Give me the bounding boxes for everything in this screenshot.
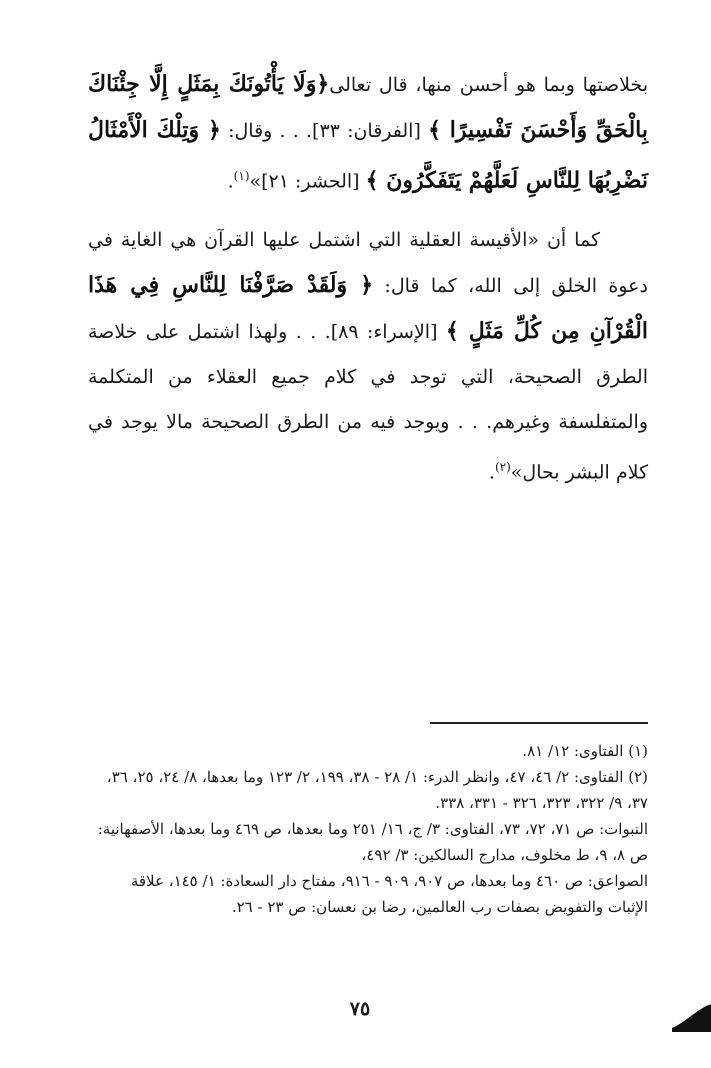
paragraph-2-end: . [488, 461, 495, 484]
paragraph-2 [88, 218, 648, 495]
footnote-2-number: (٢) [628, 768, 648, 786]
footnote-ref-2[interactable]: (٢) [494, 460, 511, 475]
footnote-2-line-1: الفتاوى: ٢/ ٤٦، ٤٧، وانظر الدرء: ١/ ٢٨ - ٣٨، ١٩٩، ٢/ ١٢٣ وما بعدها، ٨/ ٢٤، ٢٥، ٣٦، ٣٧، ٩/ ٣٢٢، ٣٢٣، ٣٢٦ - ٣٣١، ٣٣٨. [106, 768, 648, 812]
footnote-1-line-1: الفتاوى: ١٢/ ٨١. [522, 742, 624, 760]
page-corner-mark [672, 1002, 711, 1032]
page-number: ٧٥ [349, 998, 371, 1020]
footnote-2-line-3: الصواعق: ص ٤٦٠ وما بعدها، ص ٩٠٧، ٩٠٩ - ٩١٦، مفتاح دار السعادة: ١/ ١٤٥، علاقة الإثبات والتفويض بصفات رب العالمين، رضا بن نعسان: ص ٢٣ - ٢٦. [130, 872, 648, 916]
footnote-1-number: (١) [628, 742, 648, 760]
quran-verse-hashr: ﴿ وَتِلْكَ الْأَمْثَالُ نَضْرِبُهَا لِلنَّاسِ لَعَلَّهُمْ يَتَفَكَّرُونَ ﴾ [88, 117, 648, 194]
paragraph-2-text-start: كما أن «الأقيسة العقلية التي اشتمل عليها القرآن هي الغاية في دعوة الخلق إلى الله، كما قال: [88, 229, 648, 298]
paragraph-1-text-start: بخلاصتها وبما هو أحسن منها، قال تعالى [329, 74, 648, 96]
footnote-1 [92, 738, 648, 764]
footnote-ref-1[interactable]: (١) [233, 169, 250, 183]
footnote-2 [92, 764, 648, 920]
paragraph-1 [88, 62, 648, 204]
quran-verse-furqan: ﴿وَلَا يَأْتُونَكَ بِمَثَلٍ إِلَّا جِئْنَاكَ بِالْحَقِّ وَأَحْسَنَ تَفْسِيرًا ﴾ [88, 71, 648, 143]
footnote-2-line-2: النبوات: ص ٧١، ٧٢، ٧٣، الفتاوى: ٣/ ج، ١٦/ ٢٥١ وما بعدها، ص ٤٦٩ وما بعدها، الأصفهانية: ص ٨، ٩، ط مخلوف، مدارج السالكين: ٣/ ٤٩٢، [97, 820, 648, 864]
paragraph-1-end: . [227, 170, 234, 193]
footnote-divider [430, 722, 648, 724]
paragraph-1-citation: [الفرقان: ٣٣]. . . وقال: [220, 120, 429, 142]
quran-verse-isra: ﴿ وَلَقَدْ صَرَّفْنَا لِلنَّاسِ فِي هَذَا الْقُرْآنِ مِن كُلِّ مَثَلٍ ﴾ [88, 272, 648, 345]
paragraph-2-text-rest: [الإسراء: ٨٩]. . . ولهذا اشتمل على خلاصة الطرق الصحيحة، التي توجد في كلام جميع العقلاء من المتكلمة والمتفلسفة وغيرهم. . . ويوجد فيه من الطرق الصحيحة مالا يوجد في كلام البشر بحال» [88, 321, 648, 484]
footnotes [92, 738, 648, 920]
paragraph-1-citation-2: [الحشر: ٢١]» [249, 170, 366, 193]
main-text [88, 62, 648, 496]
